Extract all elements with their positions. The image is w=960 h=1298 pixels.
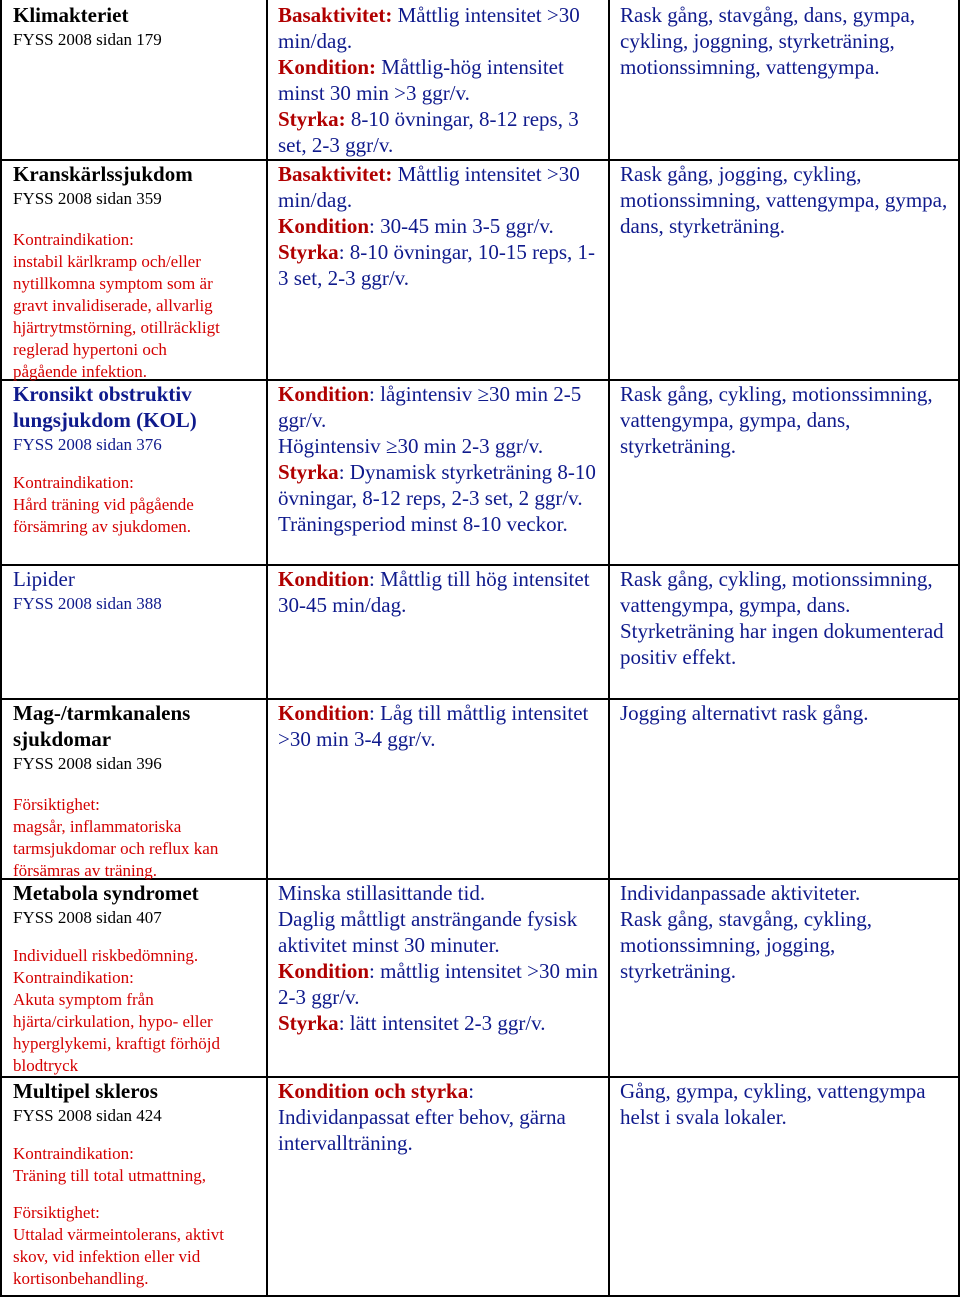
dosage-cell — [278, 1078, 603, 1156]
activities-cell — [620, 1078, 950, 1130]
diagnosis-ref: FYSS 2008 sidan 388 — [13, 594, 162, 613]
dosage-text: Måttlig intensitet >30 min/dag. — [278, 3, 580, 53]
dosage-label: Styrka — [278, 460, 339, 484]
dosage-text: : 8-10 övningar, 10-15 reps, 1-3 set, 2-3 ggr/v. — [278, 240, 596, 290]
contraindication-heading: Kontraindikation: — [13, 968, 134, 987]
dosage-text: Måttlig-hög intensitet minst 30 min >3 ggr/v. — [278, 55, 564, 105]
diagnosis-title: Metabola syndromet — [13, 881, 199, 905]
contraindication-line: Hård träning vid pågående — [13, 495, 194, 514]
contraindication-line: Träning till total utmattning, — [13, 1166, 206, 1185]
contraindication-line: gravt invalidiserade, allvarlig — [13, 296, 213, 315]
dosage-text: : Låg till måttlig intensitet >30 min 3-4 ggr/v. — [278, 701, 589, 751]
dosage-cell — [278, 161, 603, 291]
caution-heading: Försiktighet: — [13, 1203, 100, 1222]
dosage-cell — [278, 381, 603, 537]
diagnosis-title: Kronsikt obstruktiv — [13, 382, 192, 406]
diagnosis-title: sjukdomar — [13, 727, 112, 751]
diagnosis-ref: FYSS 2008 sidan 407 — [13, 908, 162, 927]
dosage-label: Kondition — [278, 382, 370, 406]
activities-cell — [620, 161, 950, 239]
activities-text: Rask gång, stavgång, dans, gympa, cykling, joggning, styrketräning, motionssimning, vattengympa. — [620, 3, 916, 79]
column-divider — [0, 0, 2, 1296]
caution-line: skov, vid infektion eller vid — [13, 1247, 201, 1266]
contraindication-line: försämring av sjukdomen. — [13, 517, 191, 536]
dosage-text: : 30-45 min 3-5 ggr/v. — [369, 214, 554, 238]
contraindication-line: hyperglykemi, kraftigt förhöjd — [13, 1034, 220, 1053]
diagnosis-cell — [13, 161, 263, 383]
dosage-label: Kondition — [278, 701, 370, 725]
activities-cell — [620, 700, 950, 726]
diagnosis-cell — [13, 2, 263, 52]
dosage-text: : måttlig intensitet >30 min 2-3 ggr/v. — [278, 959, 598, 1009]
diagnosis-ref: FYSS 2008 sidan 179 — [13, 30, 162, 49]
dosage-label: Basaktivitet: — [278, 162, 393, 186]
activities-text: Rask gång, cykling, motionssimning, vattengympa, gympa, dans. — [620, 567, 933, 617]
column-divider — [266, 0, 268, 1296]
dosage-text: Daglig måttligt ansträngande fysisk aktivitet minst 30 minuter. — [278, 907, 578, 957]
dosage-label: Kondition — [278, 567, 370, 591]
diagnosis-ref: FYSS 2008 sidan 424 — [13, 1106, 162, 1125]
dosage-label: Basaktivitet: — [278, 3, 393, 27]
dosage-label: Kondition — [278, 214, 370, 238]
row-divider — [0, 1295, 960, 1297]
dosage-text: Individanpassat efter behov, gärna intervallträning. — [278, 1105, 566, 1155]
activities-cell — [620, 2, 950, 80]
diagnosis-cell — [13, 1078, 263, 1290]
activities-cell — [620, 880, 950, 984]
dosage-cell — [278, 566, 603, 618]
contraindication-line: reglerad hypertoni och — [13, 340, 167, 359]
activities-extra: Rask gång, stavgång, cykling, motionssimning, jogging, styrketräning. — [620, 907, 872, 983]
dosage-label: Styrka — [278, 1011, 339, 1035]
activities-cell — [620, 381, 950, 459]
caution-heading: Försiktighet: — [13, 795, 100, 814]
activities-text: Rask gång, cykling, motionssimning, vattengympa, gympa, dans, styrketräning. — [620, 382, 933, 458]
dosage-text: Minska stillasittande tid. — [278, 881, 486, 905]
diagnosis-title: Mag-/tarmkanalens — [13, 701, 191, 725]
contraindication-line: hjärta/cirkulation, hypo- eller — [13, 1012, 213, 1031]
dosage-text: : Måttlig till hög intensitet 30-45 min/dag. — [278, 567, 590, 617]
diagnosis-cell — [13, 566, 263, 616]
contraindication-line: blodtryck — [13, 1056, 79, 1075]
contraindication-line: nytillkomna symptom som är — [13, 274, 213, 293]
activities-text: Jogging alternativt rask gång. — [620, 701, 869, 725]
dosage-cell — [278, 880, 603, 1036]
dosage-text: Måttlig intensitet >30 min/dag. — [278, 162, 580, 212]
dosage-text: : lågintensiv ≥30 min 2-5 ggr/v. — [278, 382, 582, 432]
column-divider — [608, 0, 610, 1296]
caution-line: magsår, inflammatoriska — [13, 817, 182, 836]
diagnosis-title: lungsjukdom (KOL) — [13, 408, 197, 432]
activities-extra: Styrketräning har ingen dokumenterad positiv effekt. — [620, 619, 944, 669]
contraindication-line: hjärtrytmstörning, otillräckligt — [13, 318, 220, 337]
diagnosis-ref: FYSS 2008 sidan 359 — [13, 189, 162, 208]
activities-text: Gång, gympa, cykling, vattengympa helst i svala lokaler. — [620, 1079, 926, 1129]
diagnosis-title: Kranskärlssjukdom — [13, 162, 193, 186]
dosage-label: Kondition och styrka — [278, 1079, 469, 1103]
dosage-cell — [278, 700, 603, 752]
caution-line: kortisonbehandling. — [13, 1269, 149, 1288]
dosage-text: Högintensiv ≥30 min 2-3 ggr/v. — [278, 434, 544, 458]
dosage-label: Kondition: — [278, 55, 377, 79]
dosage-label: Styrka: — [278, 107, 346, 131]
diagnosis-cell — [13, 700, 263, 882]
dosage-text: Träningsperiod minst 8-10 veckor. — [278, 512, 568, 536]
caution-line: tarmsjukdomar och reflux kan — [13, 839, 219, 858]
contraindication-line: pågående infektion. — [13, 362, 148, 381]
dosage-text: 8-10 övningar, 8-12 reps, 3 set, 2-3 ggr/v. — [278, 107, 579, 157]
caution-line: Uttalad värmeintolerans, aktivt — [13, 1225, 225, 1244]
dosage-text: : Dynamisk styrketräning 8-10 övningar, 8-12 reps, 2-3 set, 2 ggr/v. — [278, 460, 596, 510]
contraindication-heading: Kontraindikation: — [13, 230, 134, 249]
activities-cell — [620, 566, 950, 670]
dosage-label: Styrka — [278, 240, 339, 264]
diagnosis-ref: FYSS 2008 sidan 396 — [13, 754, 162, 773]
diagnosis-cell — [13, 880, 263, 1077]
dosage-label: Kondition — [278, 959, 370, 983]
activities-text: Individanpassade aktiviteter. — [620, 881, 861, 905]
contraindication-heading: Kontraindikation: — [13, 1144, 134, 1163]
caution-line: försämras av träning. — [13, 861, 157, 880]
dosage-cell — [278, 2, 603, 158]
dosage-text: : lätt intensitet 2-3 ggr/v. — [338, 1011, 546, 1035]
risk-note: Individuell riskbedömning. — [13, 946, 199, 965]
diagnosis-cell — [13, 381, 263, 538]
contraindication-line: Akuta symptom från — [13, 990, 154, 1009]
contraindication-line: instabil kärlkramp och/eller — [13, 252, 201, 271]
diagnosis-title: Lipider — [13, 567, 75, 591]
diagnosis-ref: FYSS 2008 sidan 376 — [13, 435, 162, 454]
contraindication-heading: Kontraindikation: — [13, 473, 134, 492]
diagnosis-title: Klimakteriet — [13, 3, 129, 27]
diagnosis-title: Multipel skleros — [13, 1079, 158, 1103]
dosage-text: : — [468, 1079, 475, 1103]
activities-text: Rask gång, jogging, cykling, motionssimning, vattengympa, gympa, dans, styrketräning. — [620, 162, 948, 238]
